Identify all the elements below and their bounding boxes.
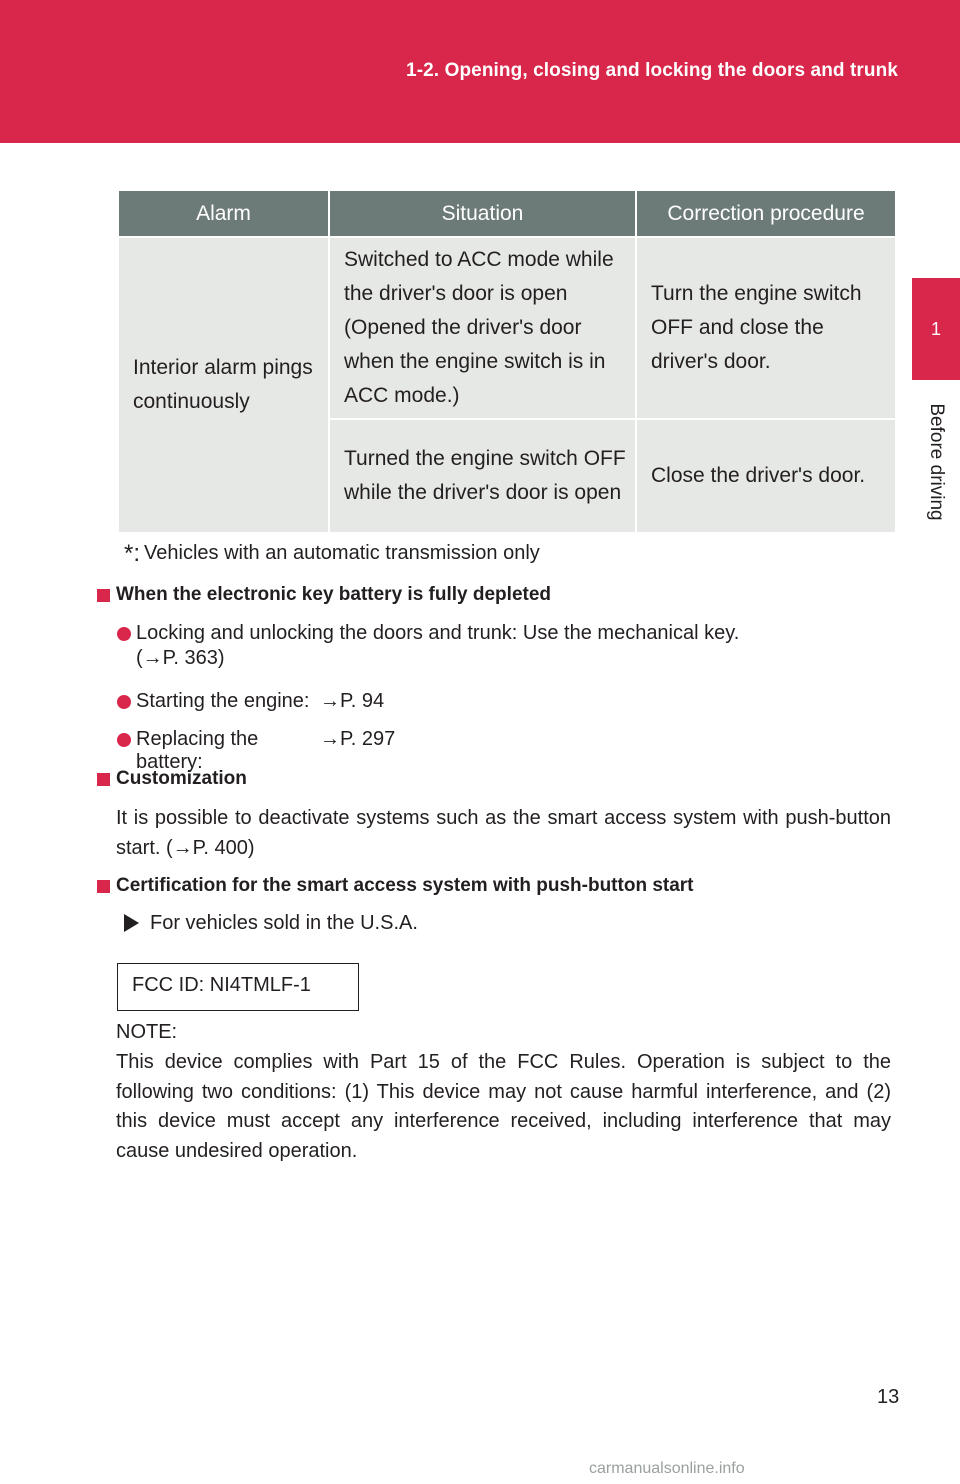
arrow-right-icon: [124, 914, 139, 932]
region-text: For vehicles sold in the U.S.A.: [150, 912, 418, 934]
customization-heading-text: Customization: [116, 768, 247, 789]
certification-heading: [97, 875, 694, 897]
certification-heading-text: Certification for the smart access system with push-button start: [116, 875, 694, 896]
column-header-situation: Situation: [329, 191, 636, 237]
battery-heading: [97, 584, 551, 606]
alarm-cell: Interior alarm pings continuously: [119, 237, 329, 532]
section-title: 1-2. Opening, closing and locking the doors and trunk: [406, 60, 898, 81]
fcc-id-box: FCC ID: NI4TMLF-1: [117, 963, 359, 1011]
customization-heading: [97, 768, 247, 790]
watermark: carmanualsonline.info: [589, 1460, 745, 1477]
situation-cell: Turned the engine switch OFF while the driver's door is open: [329, 419, 636, 532]
customization-text: It is possible to deactivate systems such as the smart access system with push-button start. (→P. 400): [116, 807, 891, 859]
page-header: [0, 0, 960, 143]
note-text: This device complies with Part 15 of the FCC Rules. Operation is subject to the following two conditions: (1) This device may not cause harmful interference, and (2) this device must accept any interference received, including interference that may cause undesired operation.: [116, 1051, 891, 1162]
circle-bullet-icon: [117, 627, 131, 641]
alarm-table: [119, 191, 895, 532]
bullet-text: Locking and unlocking the doors and trunk: Use the mechanical key.: [136, 622, 740, 644]
footnote-text: Vehicles with an automatic transmission only: [144, 542, 540, 564]
list-item: [117, 690, 384, 713]
table-footnote: [124, 540, 540, 568]
square-bullet-icon: [97, 773, 110, 786]
footnote-marker: *:: [124, 540, 141, 567]
column-header-correction: Correction procedure: [636, 191, 895, 237]
chapter-tab: [912, 278, 960, 380]
table-row: [119, 237, 895, 419]
page-reference: →P. 297: [320, 728, 396, 750]
list-item: [117, 622, 817, 670]
chapter-number: 1: [930, 318, 941, 339]
bullet-text: Starting the engine:: [136, 690, 310, 712]
square-bullet-icon: [97, 589, 110, 602]
page-reference: (→P. 363): [136, 647, 225, 669]
circle-bullet-icon: [117, 695, 131, 709]
battery-heading-text: When the electronic key battery is fully depleted: [116, 584, 552, 605]
note-label: NOTE:: [116, 1021, 178, 1043]
situation-cell: Switched to ACC mode while the driver's door is open (Opened the driver's door when the engine switch is in ACC mode.): [329, 237, 636, 419]
page-number: 13: [877, 1386, 900, 1408]
page-reference: →P. 94: [320, 690, 385, 712]
column-header-alarm: Alarm: [119, 191, 329, 237]
correction-cell: Turn the engine switch OFF and close the driver's door.: [636, 237, 895, 419]
chapter-label: Before driving: [926, 403, 947, 521]
table-header-row: [119, 191, 895, 237]
bullet-text: Replacing the battery:: [136, 728, 259, 773]
region-label: [124, 912, 418, 935]
circle-bullet-icon: [117, 733, 131, 747]
square-bullet-icon: [97, 880, 110, 893]
correction-cell: Close the driver's door.: [636, 419, 895, 532]
